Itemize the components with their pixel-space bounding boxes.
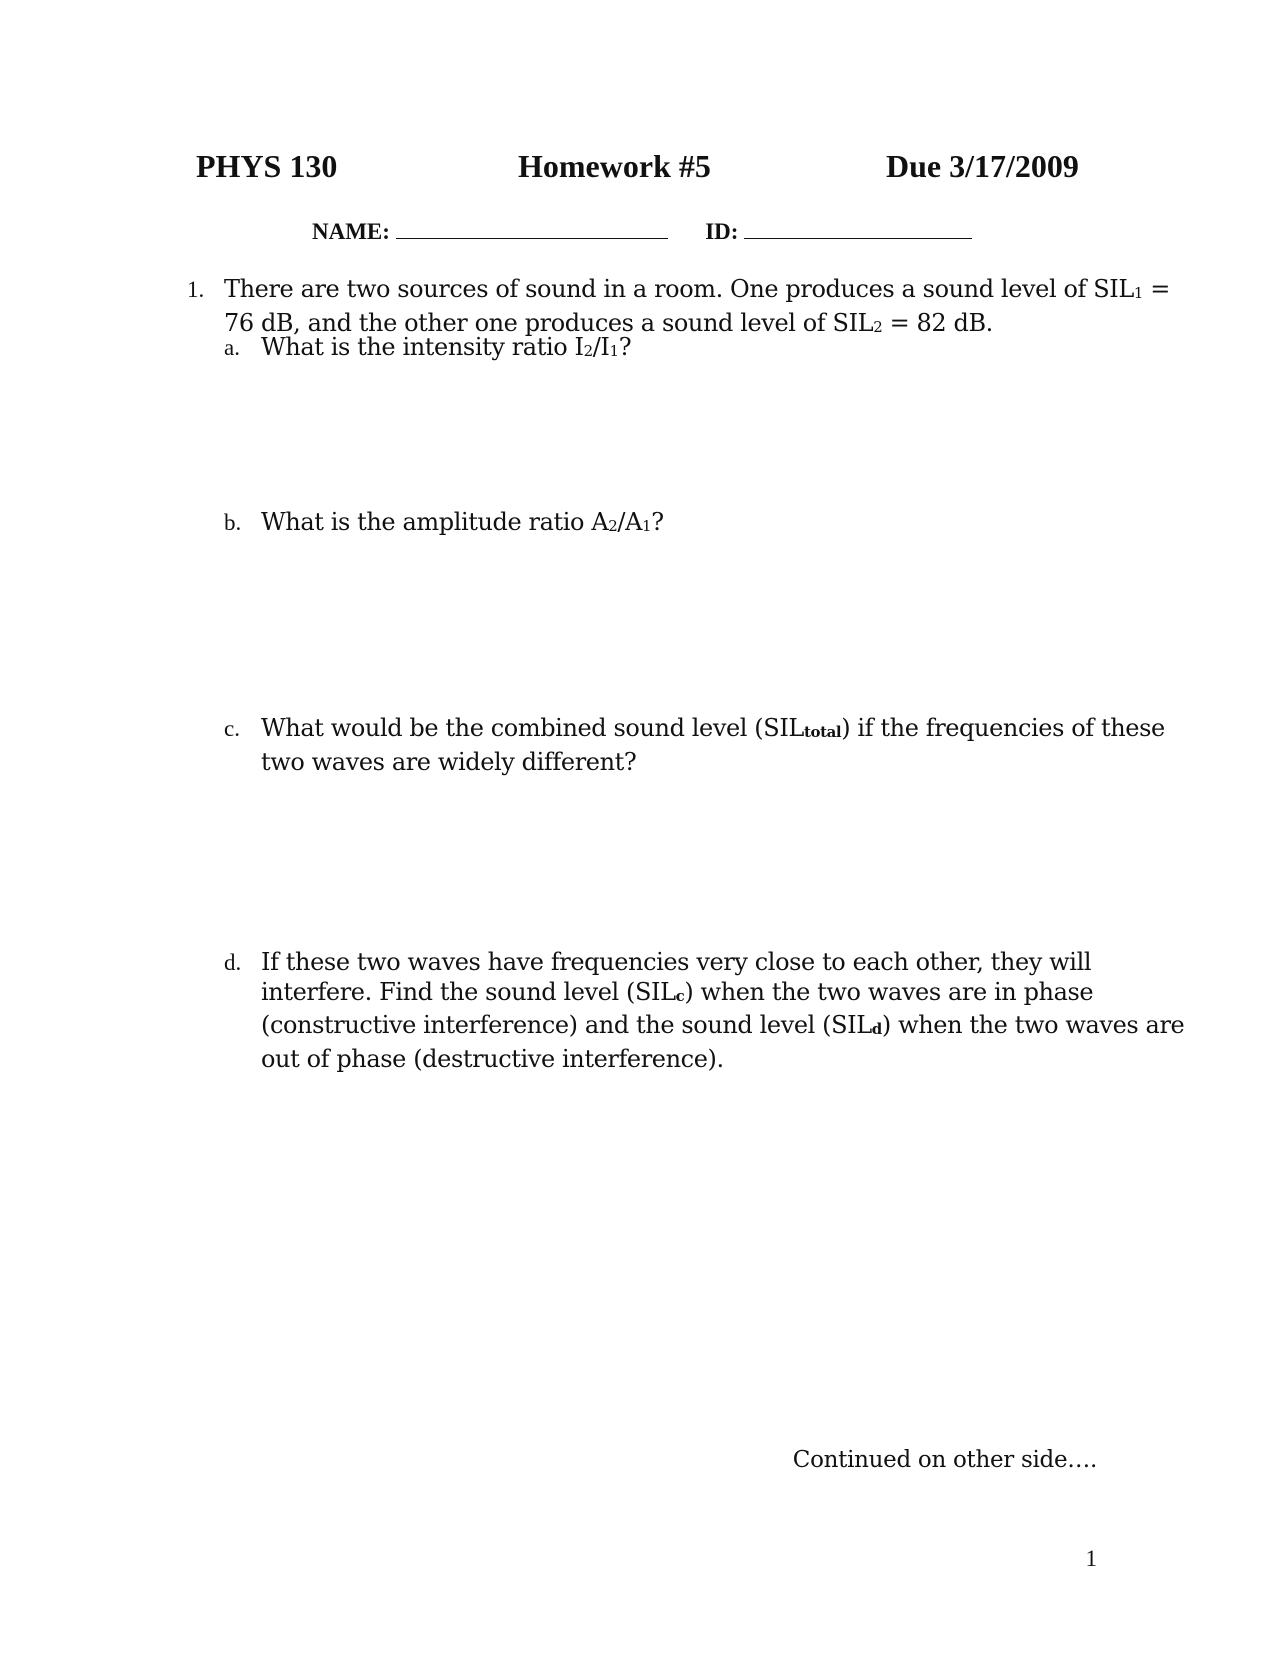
question-1-intro [224, 275, 1170, 342]
part-d-line-1: If these two waves have frequencies very close to each other, they will [261, 948, 1092, 976]
part-c-marker: c. [224, 716, 240, 741]
part-d-line-3: (constructive interference) and the sound level (SILd) when the two waves are [261, 1011, 1185, 1039]
part-c-line-1: What would be the combined sound level (SILtotal) if the frequencies of these [261, 714, 1165, 742]
name-blank-line [396, 218, 668, 239]
due-date: Due 3/17/2009 [886, 148, 1079, 184]
part-d-marker: d. [224, 950, 242, 975]
continued-note: Continued on other side…. [792, 1447, 1097, 1473]
part-a-marker: a. [224, 335, 240, 360]
question-1-intro-line-2: 76 dB, and the other one produces a sound level of SIL2 = 82 dB. [224, 308, 993, 337]
part-d-question [261, 948, 1184, 1074]
part-a-question: What is the intensity ratio I2/I1? [261, 333, 632, 361]
part-b-question: What is the amplitude ratio A2/A1? [261, 508, 664, 536]
id-blank-line [744, 218, 972, 239]
question-1-intro-line-1: There are two sources of sound in a room. One produces a sound level of SIL1 = [224, 275, 1171, 303]
name-id-row [312, 218, 972, 245]
id-label: ID: [705, 219, 739, 244]
part-d-line-4: out of phase (destructive interference). [261, 1044, 724, 1073]
course-code: PHYS 130 [196, 148, 338, 184]
part-c-line-2: two waves are widely different? [261, 747, 637, 776]
name-label: NAME: [312, 219, 390, 244]
homework-title: Homework #5 [518, 148, 711, 184]
question-1-number: 1. [187, 277, 205, 302]
part-d-line-2: interfere. Find the sound level (SILc) when the two waves are in phase [261, 977, 1094, 1006]
part-b-marker: b. [224, 510, 242, 535]
part-c-question [261, 714, 1165, 777]
page-number: 1 [1085, 1546, 1097, 1571]
